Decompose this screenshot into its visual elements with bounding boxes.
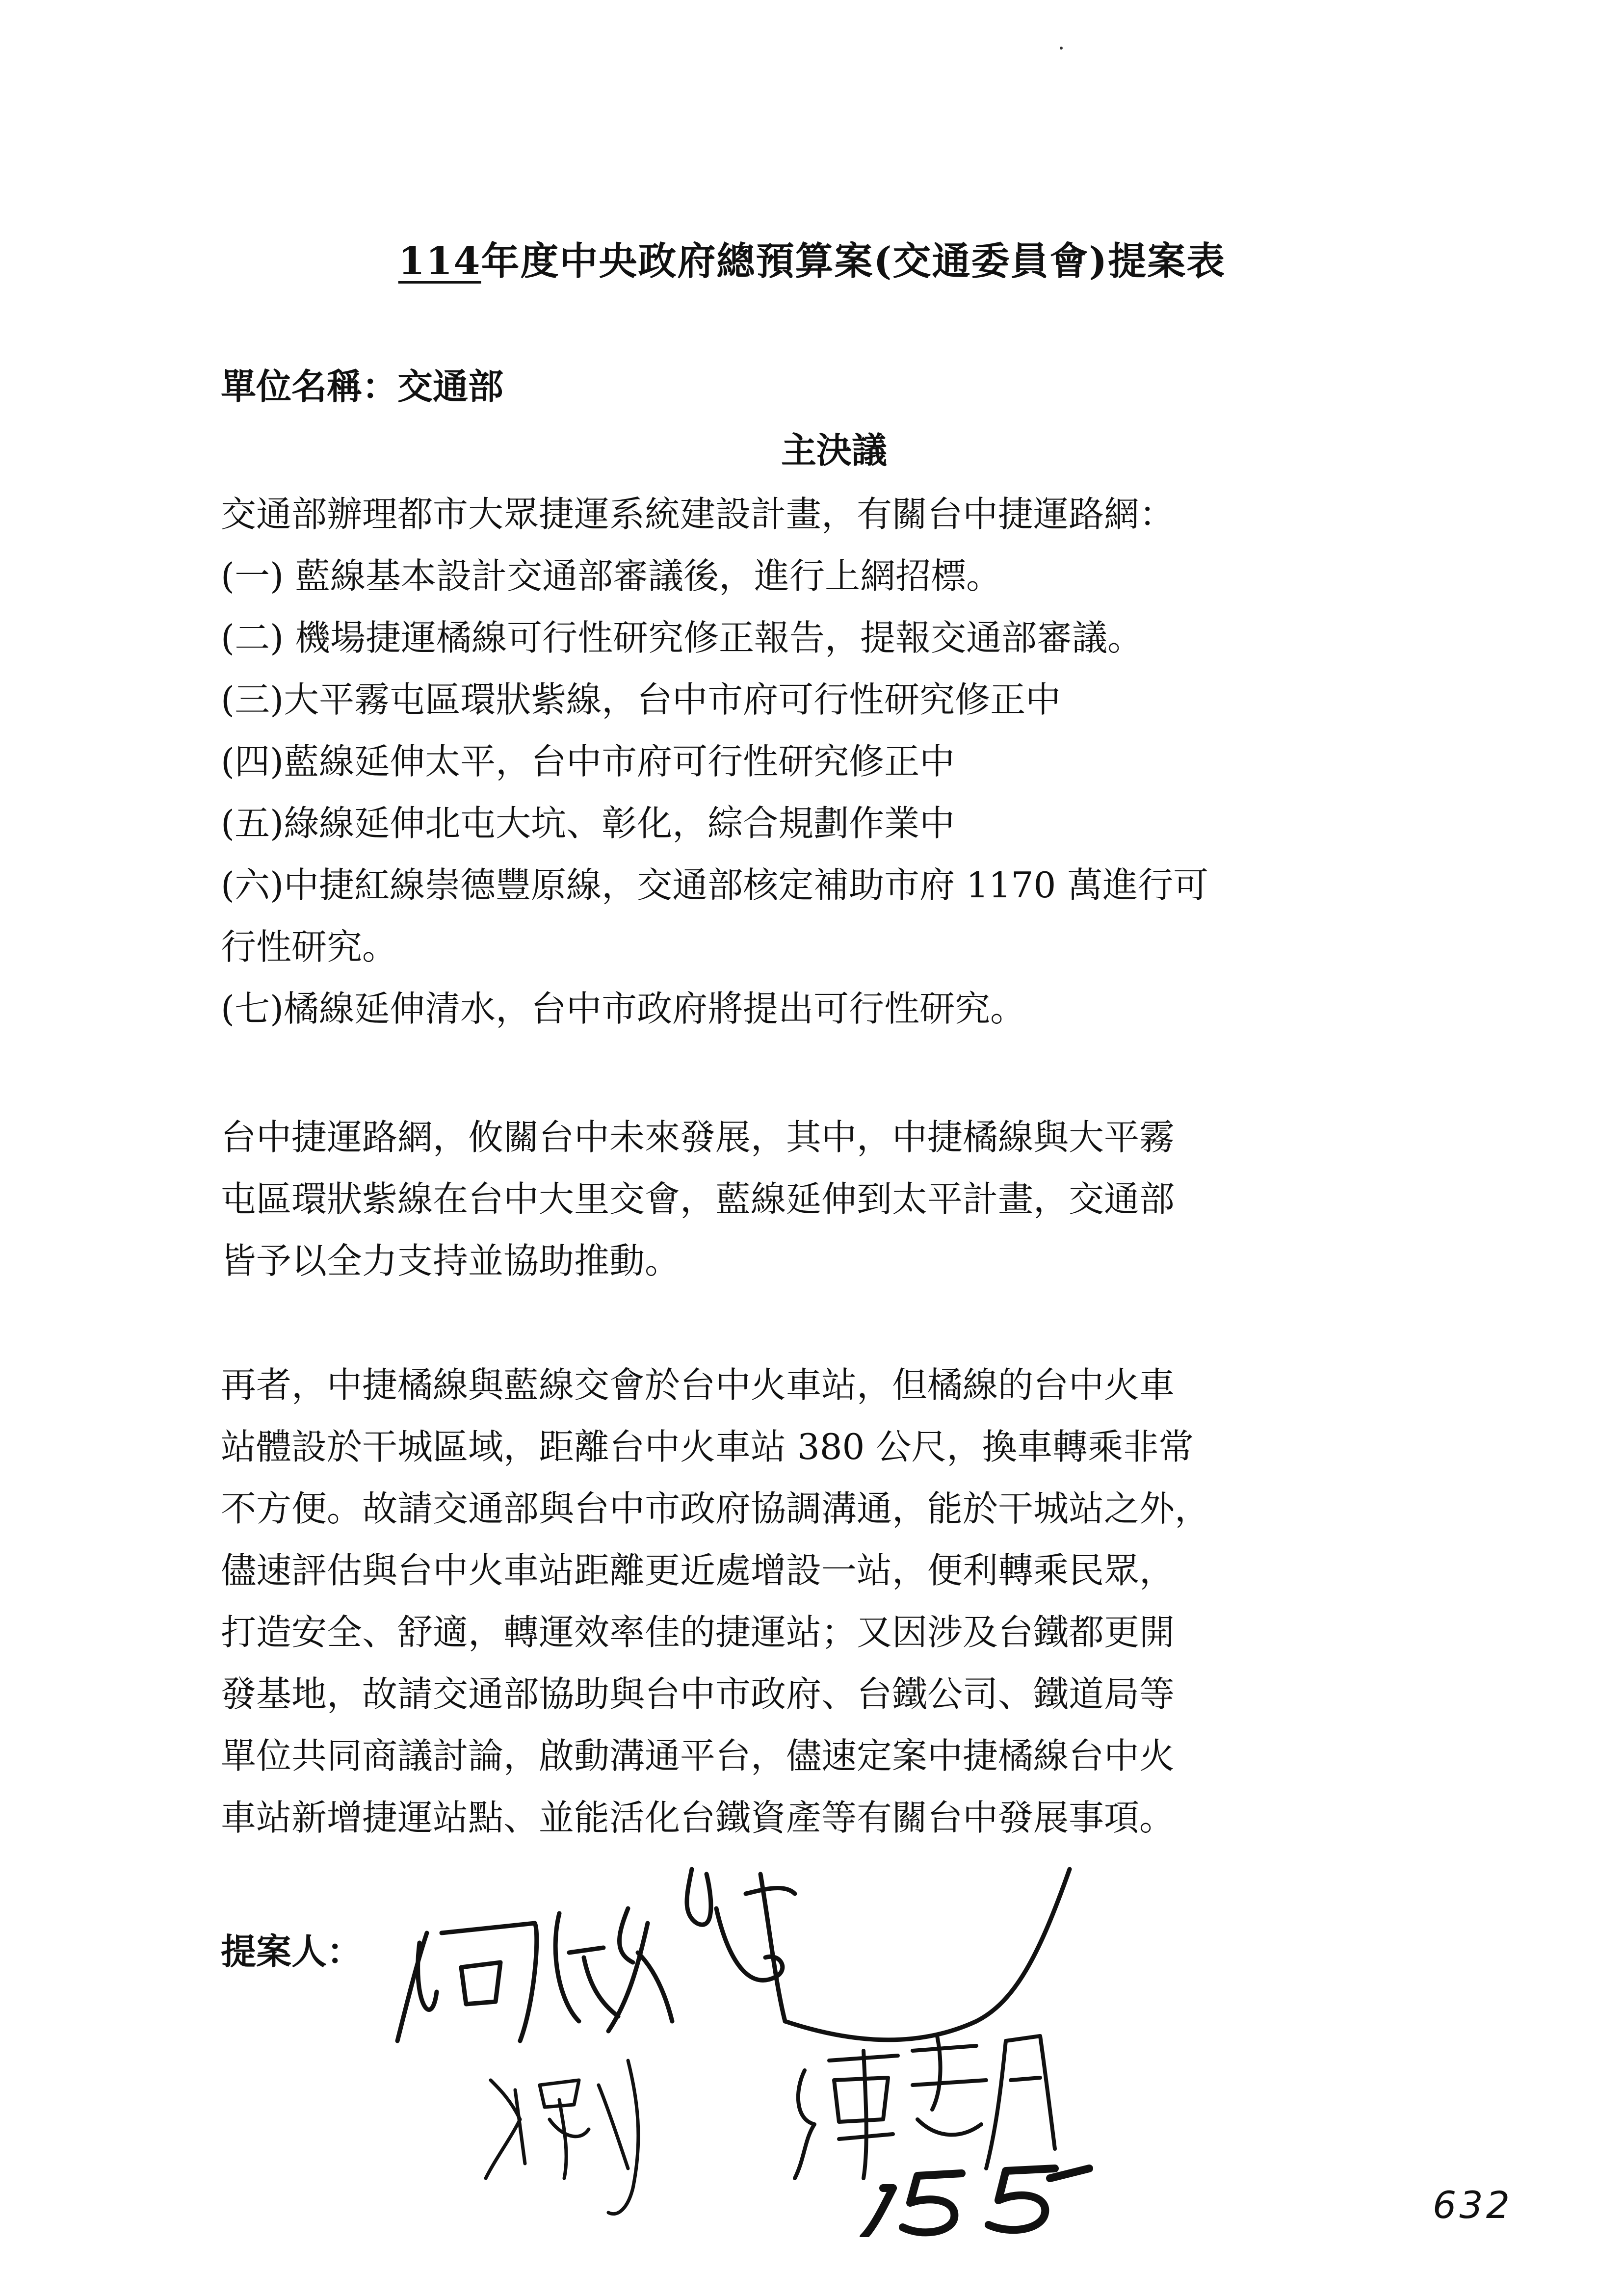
unit-line (221, 358, 503, 409)
handwritten-number-155 (864, 2168, 1089, 2237)
handwritten-signatures (373, 1747, 1158, 2237)
paragraph-1-line: (四)藍線延伸太平，台中市府可行性研究修正中 (221, 741, 955, 782)
signature-2 (486, 2061, 638, 2214)
paragraph-1-line: (二) 機場捷運橘線可行性研究修正報告，提報交通部審議。 (221, 617, 1143, 658)
paragraph-1 (221, 483, 1408, 1040)
page-number: 632 (1433, 2183, 1513, 2227)
paragraph-1-line: 行性研究。 (221, 926, 398, 967)
document-title (0, 231, 1624, 286)
paragraph-3-line: 儘速評估與台中火車站距離更近處增設一站，便利轉乘民眾， (221, 1550, 1175, 1591)
unit-name: 交通部 (397, 365, 504, 407)
title-text: 年度中央政府總預算案(交通委員會)提案表 (481, 239, 1226, 284)
signature-1 (397, 1869, 1070, 2041)
proposer-label: 提案人： (221, 1931, 363, 1972)
paragraph-1-line: (一) 藍線基本設計交通部審議後，進行上網招標。 (221, 555, 1002, 597)
unit-label: 單位名稱： (221, 365, 398, 407)
paragraph-3-line: 車站新增捷運站點、並能活化台鐵資產等有關台中發展事項。 (221, 1797, 1175, 1838)
paragraph-2-line: 台中捷運路網，攸關台中未來發展，其中，中捷橘線與大平霧 (221, 1117, 1175, 1158)
title-year: 114 (398, 239, 481, 284)
paragraph-1-line: (六)中捷紅線崇德豐原線，交通部核定補助市府 1170 萬進行可 (221, 864, 1209, 906)
signature-3 (795, 2036, 1055, 2178)
paragraph-3-line: 發基地，故請交通部協助與台中市政府、台鐵公司、鐵道局等 (221, 1673, 1175, 1715)
paragraph-1-line: (三)大平霧屯區環狀紫線，台中市府可行性研究修正中 (221, 679, 1061, 720)
paragraph-1-line: (五)綠線延伸北屯大坑、彰化，綜合規劃作業中 (221, 803, 955, 844)
paragraph-3-line: 再者，中捷橘線與藍線交會於台中火車站，但橘線的台中火車 (221, 1364, 1175, 1406)
paragraph-2 (221, 1106, 1408, 1292)
resolution-heading: 主決議 (781, 429, 887, 471)
paragraph-3-line: 單位共同商議討論，啟動溝通平台，儘速定案中捷橘線台中火 (221, 1735, 1175, 1776)
paragraph-2-line: 屯區環狀紫線在台中大里交會，藍線延伸到太平計畫，交通部 (221, 1178, 1175, 1220)
paragraph-3-line: 打造安全、舒適，轉運效率佳的捷運站；又因涉及台鐵都更開 (221, 1612, 1175, 1653)
scan-speck (1060, 47, 1063, 50)
paragraph-3-line: 不方便。故請交通部與台中市政府協調溝通，能於干城站之外， (221, 1488, 1210, 1529)
paragraph-1-line: (七)橘線延伸清水，台中市政府將提出可行性研究。 (221, 988, 1026, 1029)
paragraph-3-line: 站體設於干城區域，距離台中火車站 380 公尺，換車轉乘非常 (221, 1426, 1194, 1467)
paragraph-1-line: 交通部辦理都市大眾捷運系統建設計畫，有關台中捷運路網： (221, 494, 1175, 535)
paragraph-2-line: 皆予以全力支持並協助推動。 (221, 1240, 681, 1281)
